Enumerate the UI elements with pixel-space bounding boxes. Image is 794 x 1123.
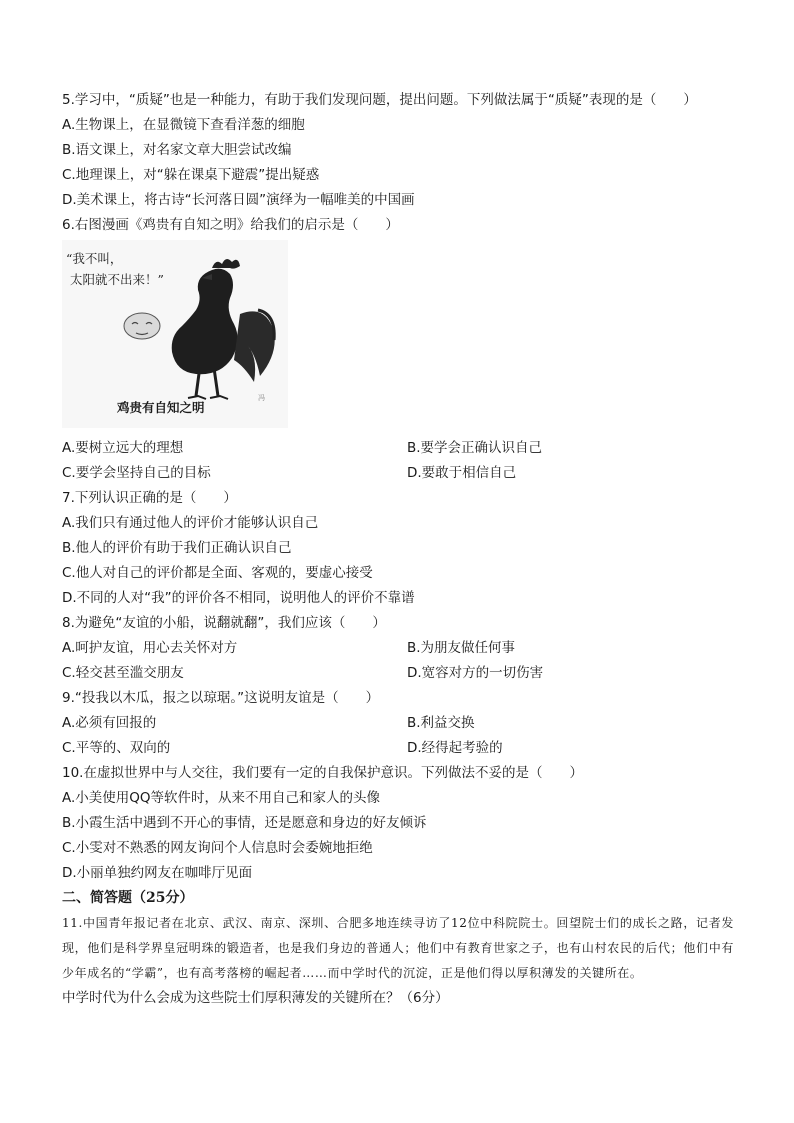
- q5-option-d: D.美术课上，将古诗“长河落日圆”演绎为一幅唯美的中国画: [62, 192, 415, 208]
- q6-option-a: A.要树立远大的理想: [62, 440, 184, 456]
- q10-option-a: A.小美使用QQ等软件时，从来不用自己和家人的头像: [62, 790, 381, 806]
- q5-option-a: A.生物课上，在显微镜下查看洋葱的细胞: [62, 117, 305, 133]
- rooster-cartoon: [62, 240, 288, 428]
- q8-stem: 8.为避免“友谊的小船，说翻就翻”，我们应该（ ）: [62, 615, 386, 631]
- q6-option-c: C.要学会坚持自己的目标: [62, 465, 211, 481]
- q8-option-c: C.轻交甚至滥交朋友: [62, 665, 184, 681]
- section-title: 二、简答题（25分）: [62, 890, 194, 906]
- q11-question: 中学时代为什么会成为这些院士们厚积薄发的关键所在？（6分）: [62, 990, 449, 1006]
- q8-options-row-2: [62, 661, 742, 686]
- q5-stem: 5.学习中，“质疑”也是一种能力，有助于我们发现问题，提出问题。下列做法属于“质疑”表现的是（ ）: [62, 92, 697, 108]
- q6-stem: 6.右图漫画《鸡贵有自知之明》给我们的启示是（ ）: [62, 217, 399, 233]
- q5-option-b: B.语文课上，对名家文章大胆尝试改编: [62, 142, 292, 158]
- cartoon-quote: “我不叫， 太阳就不出来！”: [66, 251, 164, 287]
- svg-text:冯: 冯: [258, 394, 265, 402]
- q6-option-d: D.要敢于相信自己: [407, 465, 517, 481]
- q8-options-row-1: [62, 636, 742, 661]
- q9-stem: 9.“投我以木瓜，报之以琼琚。”这说明友谊是（ ）: [62, 690, 380, 706]
- cartoon-caption: 鸡贵有自知之明: [117, 400, 205, 415]
- q11-passage: 11.中国青年报记者在北京、武汉、南京、深圳、合肥多地连续寻访了12位中科院院士。回望院士们的成长之路，记者发现，他们是科学界皇冠明珠的锻造者，也是我们身边的普通人；他们中有教育世家之子，也有山村农民的后代；他们中有少年成名的“学霸”，也有高考落榜的崛起者……而中学时代的沉淀，正是他们得以厚积薄发的关键所在。: [62, 916, 734, 980]
- q7-option-a: A.我们只有通过他人的评价才能够认识自己: [62, 515, 319, 531]
- q10-stem: 10.在虚拟世界中与人交往，我们要有一定的自我保护意识。下列做法不妥的是（ ）: [62, 765, 583, 781]
- q9-option-d: D.经得起考验的: [407, 740, 503, 756]
- q6-options-row-2: [62, 461, 742, 486]
- q8-option-d: D.宽容对方的一切伤害: [407, 665, 544, 681]
- exam-page: [62, 88, 742, 1011]
- q9-option-c: C.平等的、双向的: [62, 740, 171, 756]
- q8-option-b: B.为朋友做任何事: [407, 640, 516, 656]
- q7-option-b: B.他人的评价有助于我们正确认识自己: [62, 540, 292, 556]
- q9-options-row-2: [62, 736, 742, 761]
- q8-option-a: A.呵护友谊，用心去关怀对方: [62, 640, 238, 656]
- q10-option-b: B.小霞生活中遇到不开心的事情，还是愿意和身边的好友倾诉: [62, 815, 427, 831]
- q7-option-c: C.他人对自己的评价都是全面、客观的，要虚心接受: [62, 565, 373, 581]
- q10-option-c: C.小雯对不熟悉的网友询问个人信息时会委婉地拒绝: [62, 840, 373, 856]
- q6-options-row-1: [62, 436, 742, 461]
- q6-option-b: B.要学会正确认识自己: [407, 440, 543, 456]
- q9-option-b: B.利益交换: [407, 715, 475, 731]
- sun-face-icon: [124, 313, 160, 339]
- q10-option-d: D.小丽单独约网友在咖啡厅见面: [62, 865, 253, 881]
- q7-stem: 7.下列认识正确的是（ ）: [62, 490, 237, 506]
- q9-option-a: A.必须有回报的: [62, 715, 157, 731]
- q5-option-c: C.地理课上，对“躲在课桌下避震”提出疑惑: [62, 167, 320, 183]
- q7-option-d: D.不同的人对“我”的评价各不相同，说明他人的评价不靠谱: [62, 590, 415, 606]
- q9-options-row-1: [62, 711, 742, 736]
